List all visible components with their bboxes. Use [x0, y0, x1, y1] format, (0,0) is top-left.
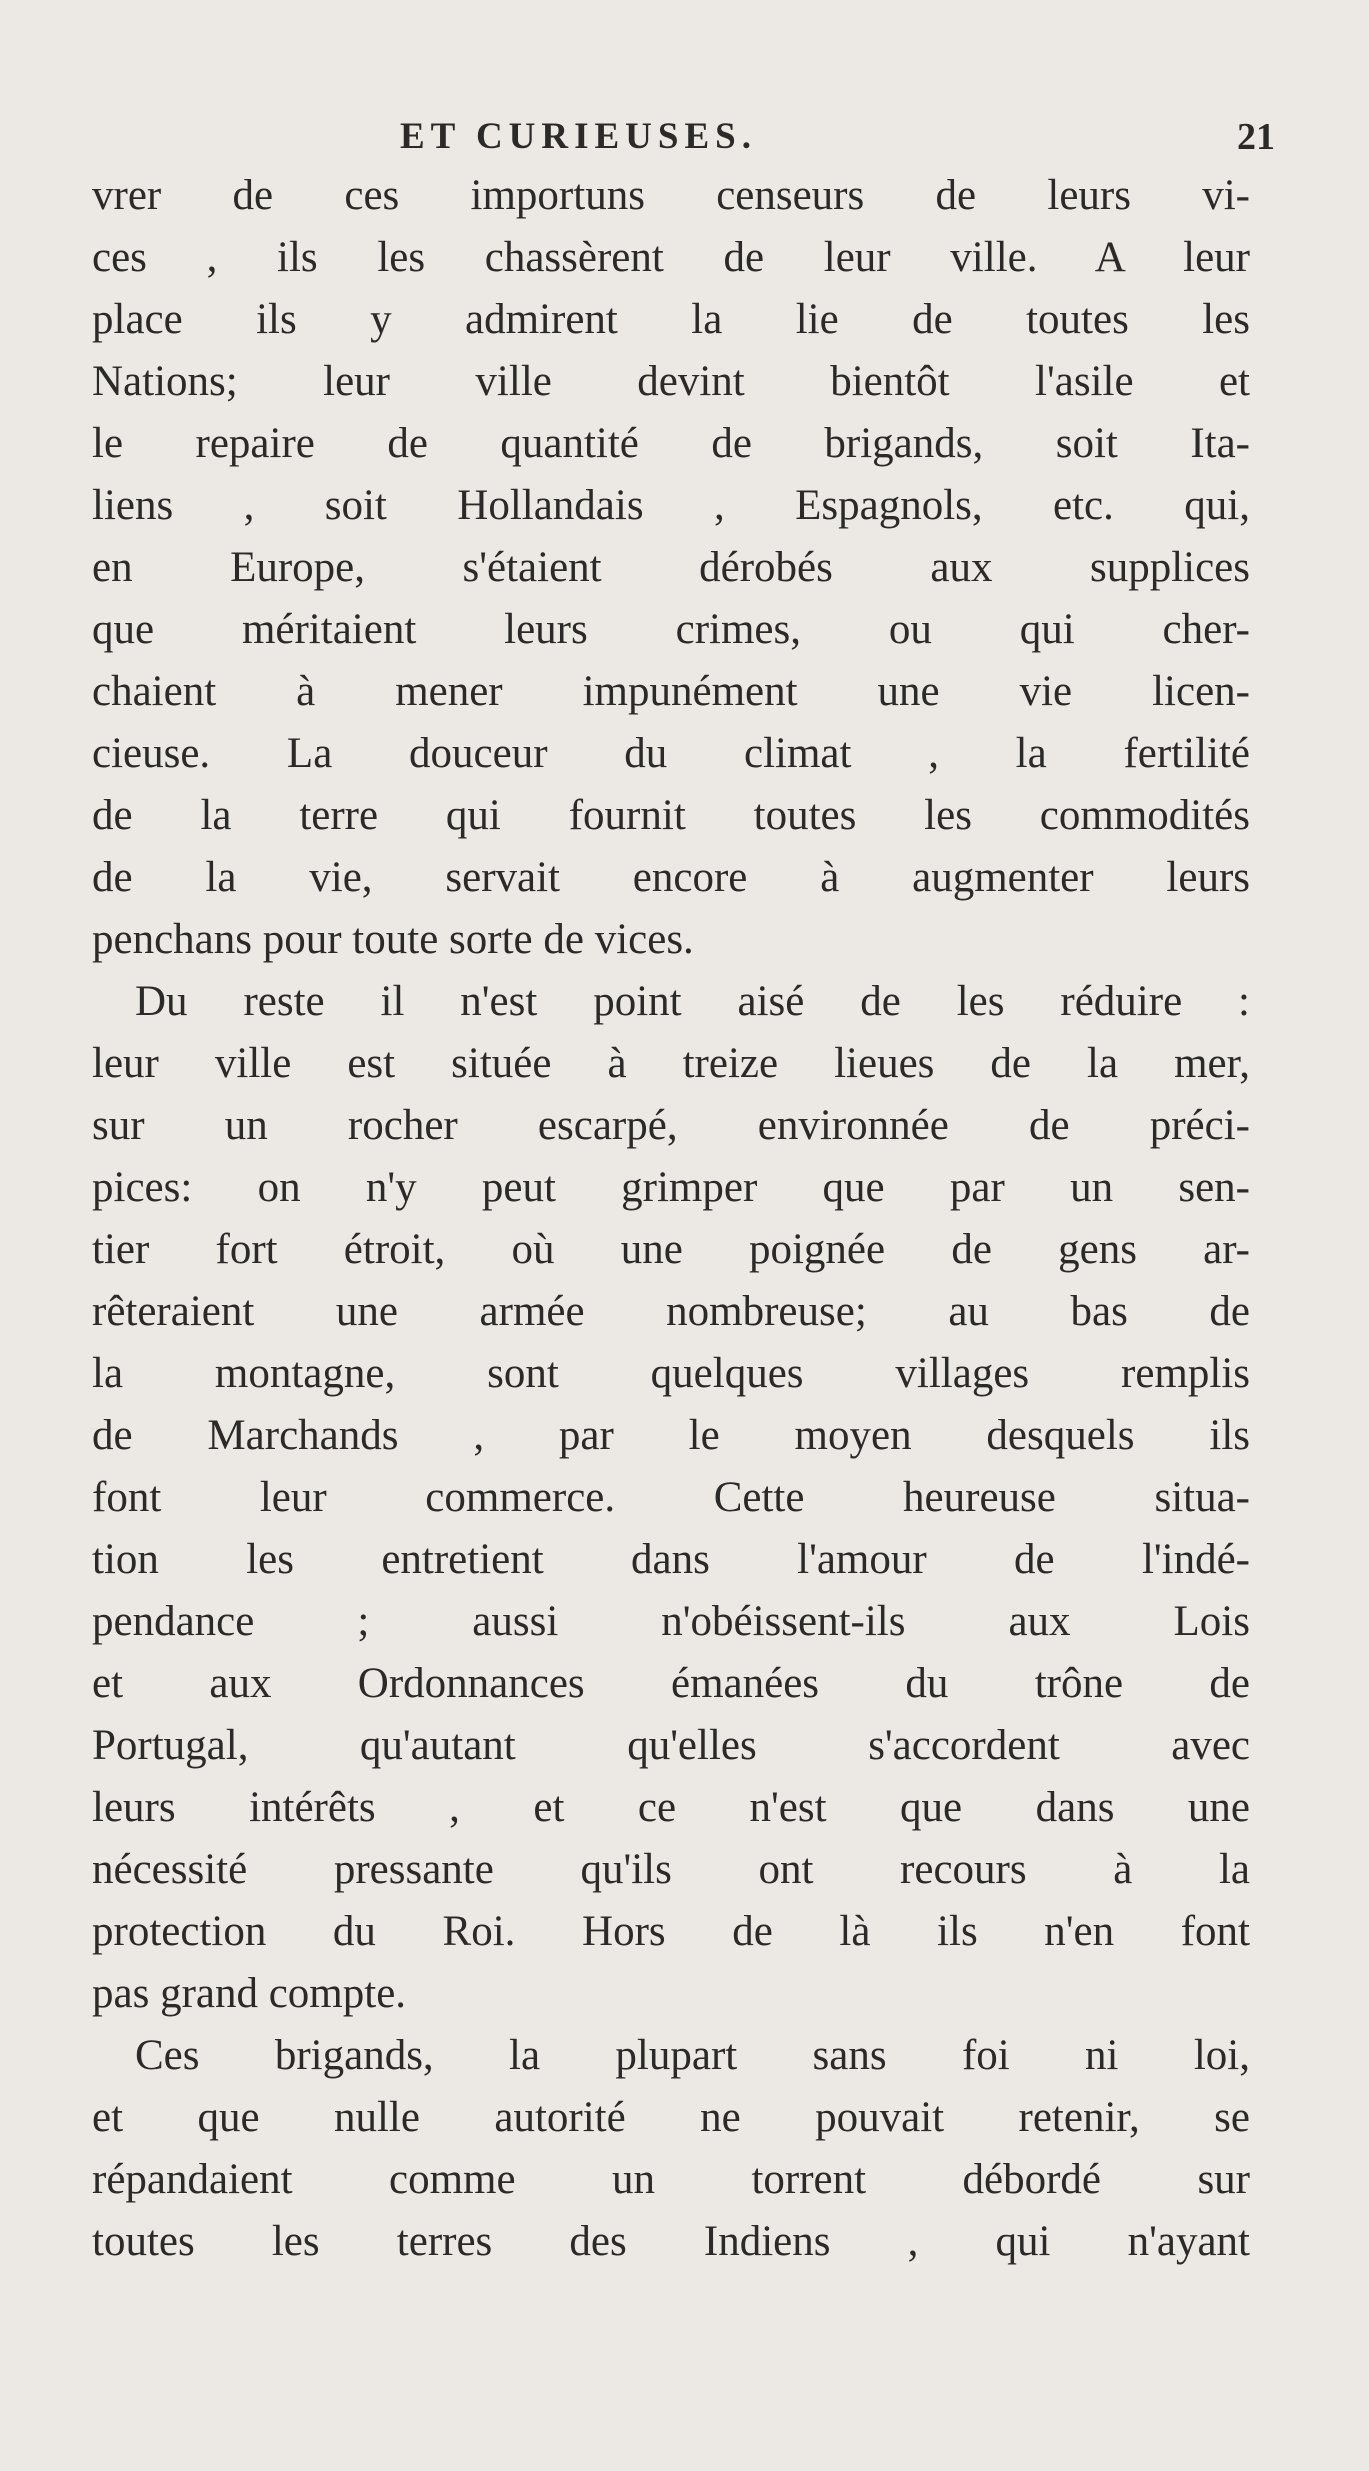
page-header: [0, 115, 1369, 165]
page-number: 21: [1237, 116, 1275, 158]
text-line: place ils y admirent la lie de toutes les: [92, 296, 1250, 343]
running-title: ET CURIEUSES.: [400, 116, 757, 157]
text-line: sur un rocher escarpé, environnée de préci-: [92, 1102, 1250, 1149]
text-line: pas grand compte.: [92, 1970, 407, 2017]
text-line: Nations; leur ville devint bientôt l'asile et: [92, 358, 1250, 405]
paragraph-start-line: Du reste il n'est point aisé de les réduire :: [135, 978, 1250, 1025]
text-line: et aux Ordonnances émanées du trône de: [92, 1660, 1250, 1707]
text-line: répandaient comme un torrent débordé sur: [92, 2156, 1250, 2203]
text-line: de Marchands , par le moyen desquels ils: [92, 1412, 1250, 1459]
text-line: pendance ; aussi n'obéissent-ils aux Lois: [92, 1598, 1250, 1645]
text-line: Portugal, qu'autant qu'elles s'accordent avec: [92, 1722, 1250, 1769]
paragraph-start-line: Ces brigands, la plupart sans foi ni loi,: [135, 2032, 1250, 2079]
text-line: ces , ils les chassèrent de leur ville. A leur: [92, 234, 1250, 281]
text-line: de la terre qui fournit toutes les commodités: [92, 792, 1250, 839]
text-line: protection du Roi. Hors de là ils n'en font: [92, 1908, 1250, 1955]
text-line: leur ville est située à treize lieues de la mer,: [92, 1040, 1250, 1087]
text-line: la montagne, sont quelques villages remplis: [92, 1350, 1250, 1397]
text-line: leurs intérêts , et ce n'est que dans une: [92, 1784, 1250, 1831]
text-line: tier fort étroit, où une poignée de gens ar-: [92, 1226, 1250, 1273]
text-line: nécessité pressante qu'ils ont recours à la: [92, 1846, 1250, 1893]
text-line: penchans pour toute sorte de vices.: [92, 916, 694, 963]
text-line: font leur commerce. Cette heureuse situa-: [92, 1474, 1250, 1521]
text-line: que méritaient leurs crimes, ou qui cher-: [92, 606, 1250, 653]
text-line: chaient à mener impunément une vie licen-: [92, 668, 1250, 715]
text-line: toutes les terres des Indiens , qui n'ayant: [92, 2218, 1250, 2265]
text-line: liens , soit Hollandais , Espagnols, etc. qui,: [92, 482, 1250, 529]
text-line: le repaire de quantité de brigands, soit Ita-: [92, 420, 1250, 467]
text-line: en Europe, s'étaient dérobés aux supplices: [92, 544, 1250, 591]
text-line: cieuse. La douceur du climat , la fertilité: [92, 730, 1250, 777]
text-line: vrer de ces importuns censeurs de leurs vi-: [92, 172, 1250, 219]
text-line: pices: on n'y peut grimper que par un sen-: [92, 1164, 1250, 1211]
text-line: de la vie, servait encore à augmenter leurs: [92, 854, 1250, 901]
text-line: rêteraient une armée nombreuse; au bas de: [92, 1288, 1250, 1335]
text-line: tion les entretient dans l'amour de l'indé-: [92, 1536, 1250, 1583]
text-line: et que nulle autorité ne pouvait retenir, se: [92, 2094, 1250, 2141]
